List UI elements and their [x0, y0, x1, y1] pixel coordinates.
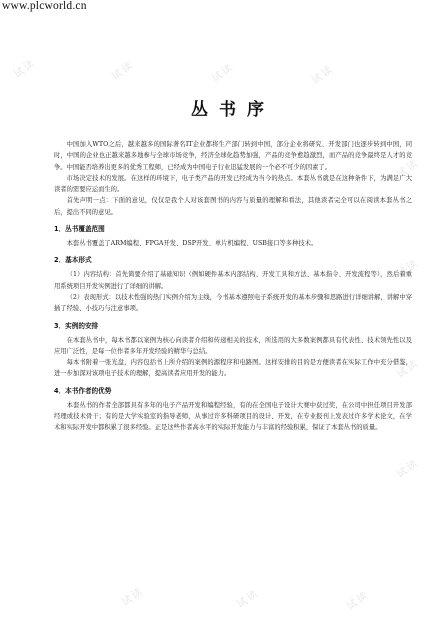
section-heading: 2．基本形式	[54, 256, 92, 265]
watermark-text: 试读	[12, 57, 39, 81]
section-paragraph: （2）表现形式：以技术性强的热门实例介绍为主线，今书基本遵照电子系统开发的基本步骤和思路进行详细讲解，讲解中穿插了经验、小技巧与注意事项。	[54, 293, 412, 313]
watermark-text: 试读	[310, 63, 337, 87]
intro-paragraph: 中国加入WTO之后，越来越多的国际著名IT企业都将生产部门转到中国，部分企业将研究、开发部门也逐步转到中国，同时，中国的企业也正越来越多地参与全球市场竞争，经济全球化趋势加强，产品的竞争愈趋激烈，而产品的竞争最终是人才的竞争。中国能否培养出更多的优秀工程师，已经成为中国电子行业迅猛发展的一个必不可少的因素了。	[54, 141, 412, 171]
watermark-text: 试读	[235, 587, 262, 611]
intro-paragraph: 市场决定技术的发展。在这样的环境下，电子类产品的开发已经成为当今的热点。本套丛书就是在这种条件下，为满足广大读者的需要应运而生的。	[54, 174, 412, 194]
section-heading: 1．丛书覆盖范围	[54, 225, 105, 234]
intro-paragraph: 首先声明一点：下面的意见，仅仅是我个人对该套图书的内容与质量的理解和看法，其他读者完全可以在阅读本套丛书之后，提出不同的意见。	[54, 197, 412, 216]
section-paragraph: 在本套丛书中，每本书都以案例为核心向读者介绍和传递相关的技术，所选用的大多数案例都具有代表性、技术领先性以及应用广泛性，是每一位作者多年开发经验的精华与总结。	[54, 336, 412, 355]
watermark-text: 试读	[395, 157, 422, 181]
watermark-text: 试读	[210, 61, 237, 85]
watermark-text: 试读	[395, 357, 422, 381]
watermark-text: 试读	[345, 589, 372, 613]
section-heading: 4．本书作者的优势	[54, 386, 112, 395]
section-paragraph: 本套丛书的作者全部都具有多年的电子产品开发和编程经验，有的在全国电子设计大赛中获过奖，在公司中担任项目开发部经理或技术骨干；有的是大学实验室的指导老师，从事过许多科研项目的设计、开发，在专业报刊上发表过许多学术论文，在学术和实际开发中都积累了很多经验。正是这些作者高水平的实际开发能力与丰富的经验积累，保证了本套丛书的质量。	[54, 401, 412, 432]
section-paragraph: （1）内容结构：首先简要介绍了基础知识（例如硬件基本内部结构、开发工具和方法、基本指令、开发流程等），然后着重用系统项目开发实例进行了详细的讲解。	[54, 271, 412, 290]
section-paragraph: 本套丛书覆盖了ARM编程、FPGA开发、DSP开发、单片机编程、USB接口等多种技术。	[66, 240, 318, 248]
page-title: 丛书序	[191, 100, 275, 120]
watermark-text: 试读	[120, 585, 147, 609]
section-heading: 3．实例的安排	[54, 321, 99, 330]
document-page	[54, 95, 412, 434]
section-paragraph: 每本书附着一张光盘，内容包括书上所介绍的案例的源程序和电路图。这样安排的目的是方便读者在实际工作中充分借鉴，进一步加深对该项电子技术的理解，提高读者应用开发的能力。	[54, 359, 412, 378]
site-url-header: www.plcworld.cn	[2, 0, 87, 12]
watermark-text: 试读	[110, 59, 137, 83]
watermark-text: 试读	[395, 257, 422, 281]
watermark-text: 试读	[395, 457, 422, 481]
